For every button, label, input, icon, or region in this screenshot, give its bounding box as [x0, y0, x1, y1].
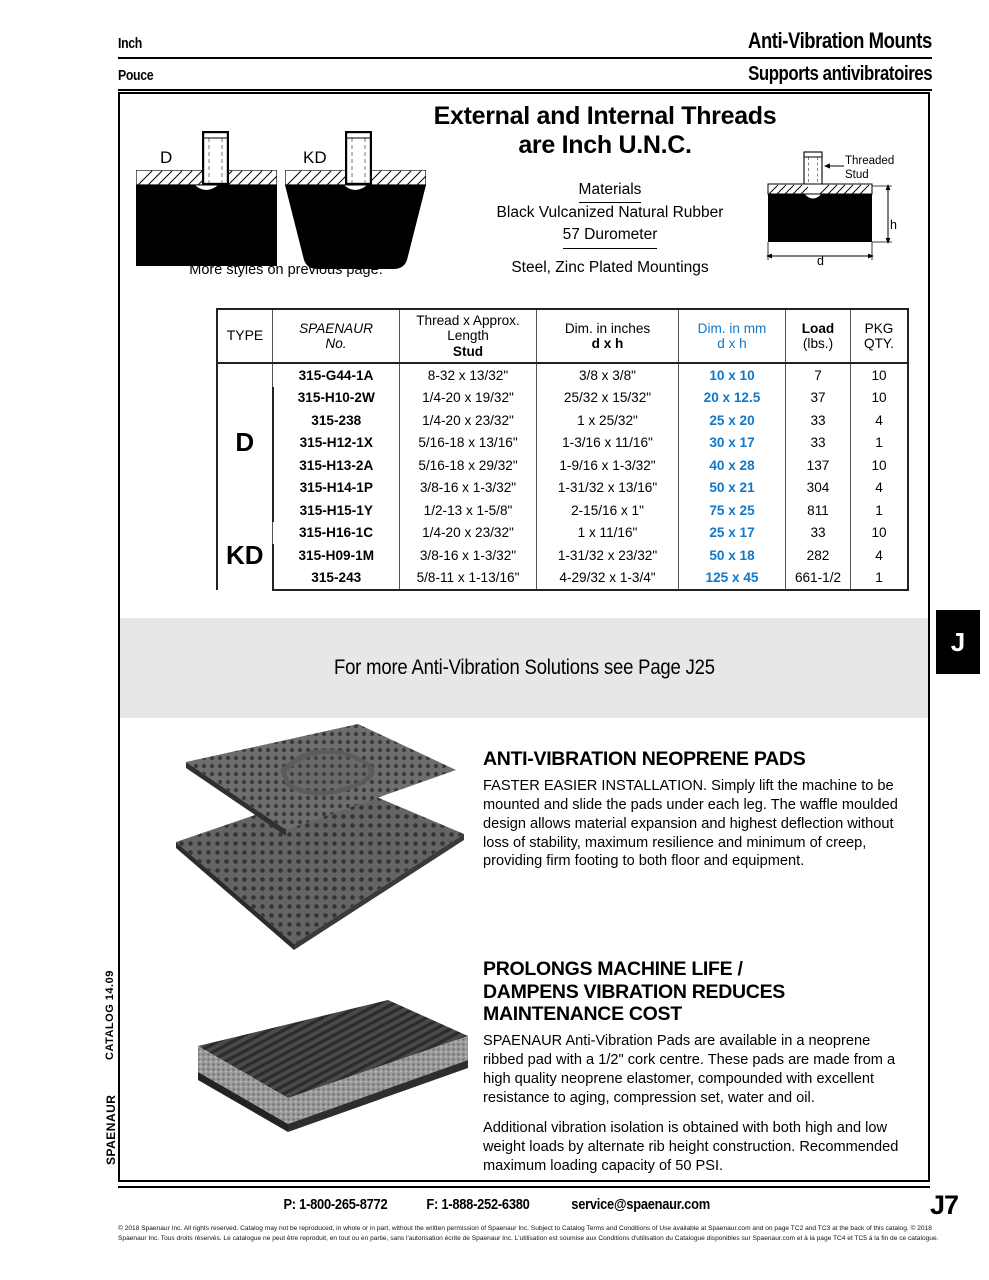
cell-spaenaur-no: 315-H15-1Y [273, 499, 400, 522]
materials-line-1: Black Vulcanized Natural Rubber [496, 203, 724, 221]
cell-pkg-qty: 10 [851, 522, 909, 545]
table-row [217, 522, 908, 545]
spec-table [216, 308, 909, 591]
cell-spaenaur-no: 315-H16-1C [273, 522, 400, 545]
table-row [217, 432, 908, 455]
footer-fax: F: 1-888-252-6380 [426, 1196, 530, 1213]
spec-table-body [217, 363, 908, 590]
cell-type: D [217, 363, 273, 522]
diagram-label-d: D [160, 148, 173, 167]
cell-thread-stud: 5/8-11 x 1-13/16" [400, 567, 537, 591]
table-row [217, 544, 908, 567]
cell-load: 37 [786, 387, 851, 410]
legal-notice [118, 1224, 940, 1244]
table-row [217, 363, 908, 387]
section2-body-2: Additional vibration isolation is obtained with both high and low weight loads by alternate rib height construction. Recommended maximum loading capacity of 50 PSI. [483, 1119, 899, 1174]
cell-dim-inches: 1-3/16 x 11/16" [537, 432, 679, 455]
cell-spaenaur-no: 315-H14-1P [273, 477, 400, 500]
cell-type: KD [217, 522, 273, 591]
header-row-english [118, 28, 932, 59]
cell-dim-inches: 25/32 x 15/32" [537, 387, 679, 410]
cell-pkg-qty: 10 [851, 387, 909, 410]
materials-block [420, 180, 800, 279]
cell-thread-stud: 8-32 x 13/32" [400, 363, 537, 387]
cell-load: 304 [786, 477, 851, 500]
section1-heading: ANTI-VIBRATION NEOPRENE PADS [483, 748, 806, 770]
spec-table-head [217, 309, 908, 363]
legal-text-en: © 2018 Spaenaur Inc. All rights reserved. Catalog may not be reproduced, in whole or in part, without the written permission of Spaenaur Inc. Subject to Catalog Terms and Conditions of Use available at Spaenaur.com and on page TC2 and TC3 at the back of this catalog. [118, 1225, 909, 1232]
cell-load: 33 [786, 409, 851, 432]
cell-spaenaur-no: 315-243 [273, 567, 400, 591]
cell-dim-mm: 10 x 10 [679, 363, 786, 387]
dimension-label-h: h [890, 218, 897, 232]
table-row [217, 499, 908, 522]
cell-thread-stud: 3/8-16 x 1-3/32" [400, 544, 537, 567]
cell-load: 811 [786, 499, 851, 522]
footer-phone[interactable]: P: 1-800-265-8772 [283, 1196, 388, 1213]
cell-thread-stud: 5/16-18 x 13/16" [400, 432, 537, 455]
footer-email[interactable]: service@spaenaur.com [570, 1196, 710, 1213]
stud-icon-d [202, 131, 229, 185]
cell-dim-inches: 3/8 x 3/8" [537, 363, 679, 387]
cell-pkg-qty: 4 [851, 477, 909, 500]
cell-thread-stud: 1/2-13 x 1-5/8" [400, 499, 537, 522]
cell-dim-inches: 1-9/16 x 1-3/32" [537, 454, 679, 477]
header-row-french [118, 59, 932, 91]
cross-reference-text: For more Anti-Vibration Solutions see Page J25 [333, 656, 715, 679]
col-header-spaenaur-no: SPAENAUR No. [273, 309, 400, 363]
threaded-stud-label: Threaded Stud [845, 155, 895, 181]
page-title: Anti-Vibration Mounts [748, 28, 932, 53]
cell-spaenaur-no: 315-H09-1M [273, 544, 400, 567]
col-header-dim-inches: Dim. in inches d x h [537, 309, 679, 363]
cell-thread-stud: 3/8-16 x 1-3/32" [400, 477, 537, 500]
section-neoprene-pads [483, 748, 908, 882]
table-row [217, 477, 908, 500]
cell-load: 282 [786, 544, 851, 567]
cell-dim-mm: 40 x 28 [679, 454, 786, 477]
col-header-load: Load (lbs.) [786, 309, 851, 363]
cell-pkg-qty: 10 [851, 363, 909, 387]
cell-load: 7 [786, 363, 851, 387]
cross-reference-banner [120, 618, 928, 718]
spacer-2 [543, 1196, 555, 1213]
cell-pkg-qty: 4 [851, 409, 909, 432]
cell-thread-stud: 1/4-20 x 23/32" [400, 409, 537, 432]
legal-text-fr: © 2018 Spaenaur Inc. Tous droits réservés. Le catalogue ne peut être reproduit, en tout ou en partie, sans l'autorisation écrite de Spaenaur Inc. L'utilisation est soumise aux Conditions d'utilisation du Catalogue disponibles sur Spaenaur.com et à la page TC4 et TC5 à la fin de ce catalogue. [118, 1225, 939, 1242]
cell-spaenaur-no: 315-238 [273, 409, 400, 432]
footer-divider [118, 1186, 930, 1188]
table-row [217, 409, 908, 432]
mount-diagram-kd [285, 170, 426, 272]
table-row [217, 567, 908, 591]
ribbed-cork-pad-image [192, 998, 474, 1143]
cell-dim-inches: 1 x 11/16" [537, 522, 679, 545]
cell-dim-inches: 4-29/32 x 1-3/4" [537, 567, 679, 591]
section2-body-1: SPAENAUR Anti-Vibration Pads are available in a neoprene ribbed pad with a 1/2" cork centre. These pads are made from a high quality neoprene elastomer, compounded with excellent resistance to aging, compression set, water and oil. [483, 1032, 896, 1106]
materials-heading: Materials [579, 180, 642, 203]
cell-pkg-qty: 10 [851, 454, 909, 477]
section-title-line2: are Inch U.N.C. [518, 130, 692, 159]
cell-dim-mm: 20 x 12.5 [679, 387, 786, 410]
footer-contact [118, 1196, 878, 1213]
cell-dim-mm: 30 x 17 [679, 432, 786, 455]
cell-spaenaur-no: 315-G44-1A [273, 363, 400, 387]
header-unit-label-fr: Pouce [118, 67, 154, 84]
cell-dim-inches: 2-15/16 x 1" [537, 499, 679, 522]
sidebar-catalog-number: CATALOG 14.09 [104, 970, 116, 1060]
cell-thread-stud: 1/4-20 x 23/32" [400, 522, 537, 545]
table-row [217, 454, 908, 477]
cell-dim-inches: 1-31/32 x 23/32" [537, 544, 679, 567]
sidebar-brand: SPAENAUR [104, 1094, 118, 1165]
col-header-type: TYPE [217, 309, 273, 363]
col-header-thread-stud: Thread x Approx. Length Stud [400, 309, 537, 363]
cell-spaenaur-no: 315-H10-2W [273, 387, 400, 410]
neoprene-waffle-pad-image [168, 722, 468, 952]
table-row [217, 387, 908, 410]
cell-spaenaur-no: 315-H13-2A [273, 454, 400, 477]
page-title-fr: Supports antivibratoires [747, 63, 932, 85]
col-header-dim-mm: Dim. in mm d x h [679, 309, 786, 363]
cell-dim-mm: 25 x 17 [679, 522, 786, 545]
more-styles-note: More styles on previous page. [189, 262, 383, 278]
header-unit-label: Inch [118, 35, 142, 52]
diagram-label-kd: KD [303, 148, 327, 167]
materials-line-2: 57 Durometer [563, 225, 658, 249]
page-header [118, 28, 932, 91]
materials-line-3: Steel, Zinc Plated Mountings [511, 258, 709, 276]
cell-pkg-qty: 1 [851, 432, 909, 455]
cell-pkg-qty: 1 [851, 499, 909, 522]
cell-dim-mm: 25 x 20 [679, 409, 786, 432]
cell-load: 33 [786, 432, 851, 455]
section-machine-life [483, 958, 913, 1187]
section2-heading: PROLONGS MACHINE LIFE / DAMPENS VIBRATION REDUCES MAINTENANCE COST [483, 958, 785, 1026]
cell-spaenaur-no: 315-H12-1X [273, 432, 400, 455]
stud-icon-kd [345, 131, 372, 185]
cell-dim-mm: 125 x 45 [679, 567, 786, 591]
page-number: J7 [930, 1190, 959, 1220]
cell-dim-mm: 75 x 25 [679, 499, 786, 522]
spacer [401, 1196, 413, 1213]
dimension-label-d: d [817, 254, 824, 268]
cell-dim-inches: 1 x 25/32" [537, 409, 679, 432]
section1-body: FASTER EASIER INSTALLATION. Simply lift the machine to be mounted and slide the pads under each leg. The waffle moulded design allows material expansion and highest deflection without loss of stability, maximum resilience and minimum of creep, providing firm footing to both floor and equipment. [483, 777, 898, 870]
cell-load: 137 [786, 454, 851, 477]
cell-dim-inches: 1-31/32 x 13/16" [537, 477, 679, 500]
cell-load: 661-1/2 [786, 567, 851, 591]
cell-pkg-qty: 1 [851, 567, 909, 591]
section-title-line1: External and Internal Threads [433, 102, 777, 130]
cell-pkg-qty: 4 [851, 544, 909, 567]
cell-thread-stud: 5/16-18 x 29/32" [400, 454, 537, 477]
cell-load: 33 [786, 522, 851, 545]
cell-dim-mm: 50 x 18 [679, 544, 786, 567]
col-header-pkg-qty: PKG QTY. [851, 309, 909, 363]
spec-table-header-row [217, 309, 908, 363]
cell-dim-mm: 50 x 21 [679, 477, 786, 500]
section-tab-j[interactable]: J [936, 610, 980, 674]
cell-thread-stud: 1/4-20 x 19/32" [400, 387, 537, 410]
